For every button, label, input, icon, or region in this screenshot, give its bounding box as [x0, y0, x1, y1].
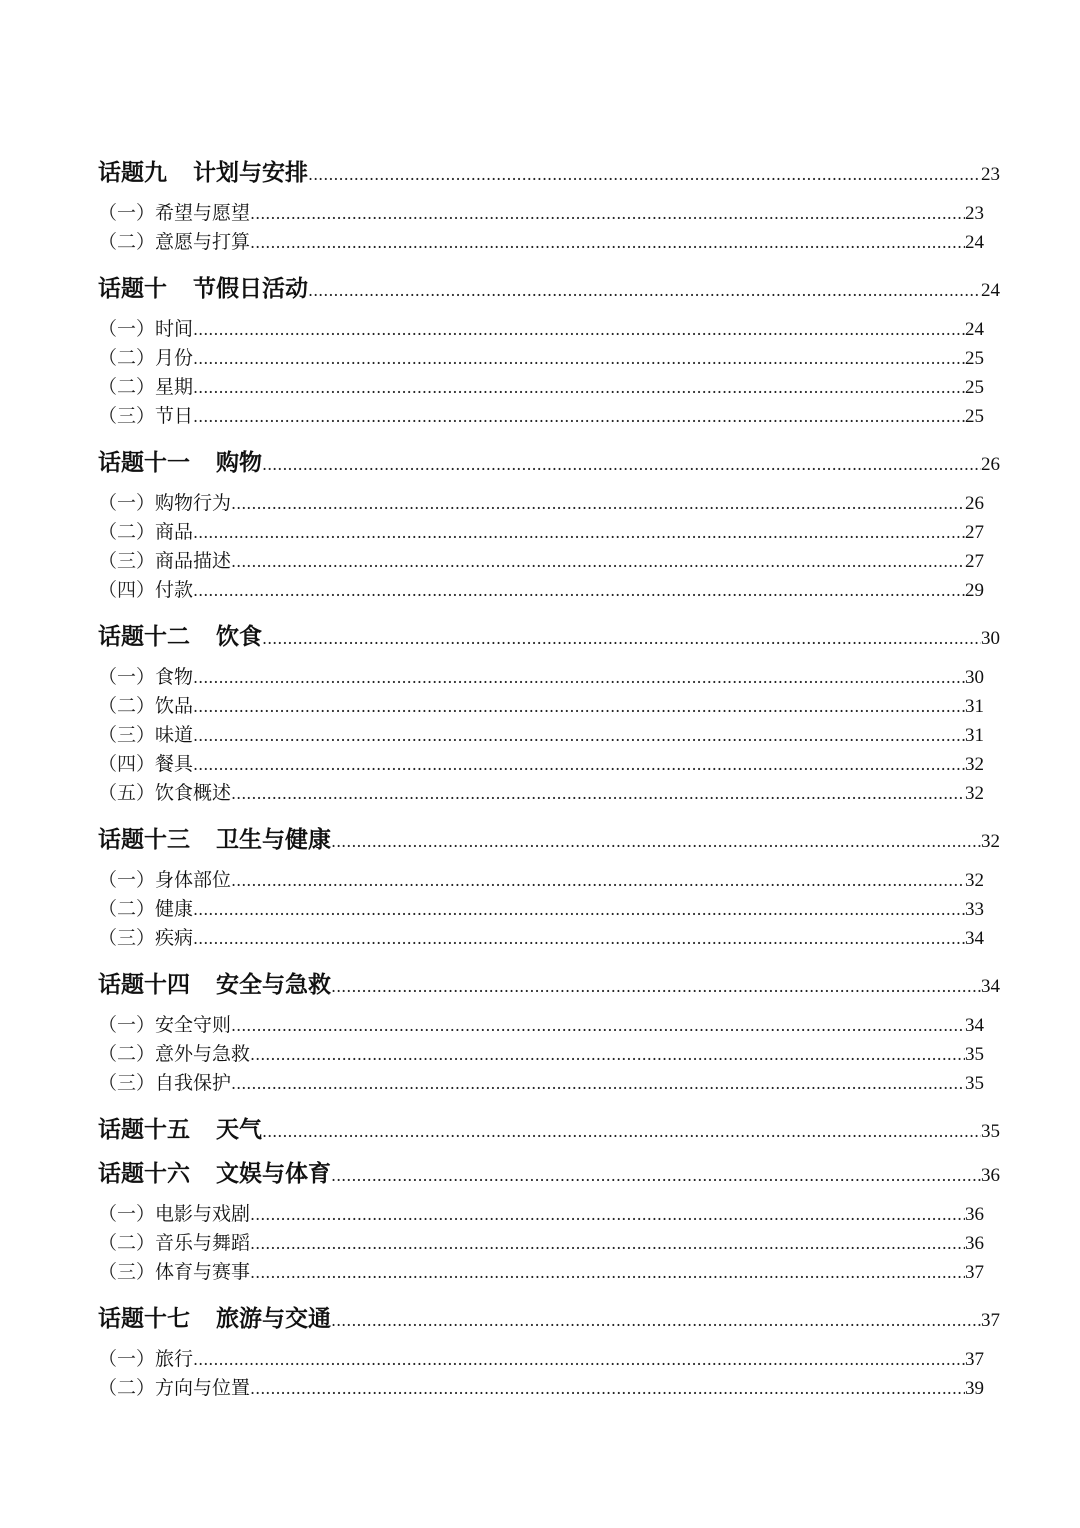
toc-topic-number: 话题十五 — [98, 1116, 190, 1143]
toc-subsection-entry[interactable] — [98, 923, 984, 952]
dot-leader — [250, 1263, 965, 1282]
toc-subsection-index: （一） — [98, 202, 156, 224]
toc-topic-title: 购物 — [216, 449, 262, 476]
toc-topic-entry[interactable] — [98, 821, 1000, 851]
toc-subsection-label — [98, 749, 193, 776]
toc-subsection-title: 意愿与打算 — [155, 231, 251, 253]
toc-subsection-entry[interactable] — [98, 401, 984, 430]
toc-subsection-entry[interactable] — [98, 1344, 984, 1373]
toc-subsection-index: （一） — [98, 318, 156, 340]
toc-subsection-title: 健康 — [155, 898, 194, 920]
dot-leader — [193, 900, 965, 919]
toc-subsection-entry[interactable] — [98, 227, 984, 256]
toc-subsection-entry[interactable] — [98, 1373, 984, 1402]
toc-subsection-index: （二） — [98, 1043, 156, 1065]
toc-subsection-title: 希望与愿望 — [155, 202, 251, 224]
toc-page-number: 34 — [981, 976, 1000, 997]
toc-topic-group — [98, 618, 1000, 807]
toc-topic-number: 话题十三 — [98, 826, 190, 853]
toc-page-number: 37 — [965, 1262, 984, 1283]
toc-subsection-entry[interactable] — [98, 1228, 984, 1257]
toc-page-number: 27 — [965, 551, 984, 572]
toc-subsection-label — [98, 923, 193, 950]
toc-subsection-title: 身体部位 — [155, 869, 232, 891]
toc-subsection-index: （一） — [98, 869, 156, 891]
dot-leader — [231, 552, 965, 571]
toc-topic-label — [98, 270, 308, 303]
toc-page-number: 35 — [965, 1044, 984, 1065]
dot-leader — [250, 1045, 965, 1064]
toc-subsection-entry[interactable] — [98, 865, 984, 894]
dot-leader — [193, 668, 965, 687]
toc-subsection-index: （二） — [98, 695, 156, 717]
toc-subsection-title: 自我保护 — [155, 1072, 232, 1094]
toc-subsection-title: 方向与位置 — [155, 1377, 251, 1399]
toc-page-number: 39 — [965, 1378, 984, 1399]
toc-subsection-label — [98, 1344, 193, 1371]
toc-subsection-index: （三） — [98, 724, 156, 746]
toc-page-number: 29 — [965, 580, 984, 601]
toc-subsection-entry[interactable] — [98, 1010, 984, 1039]
toc-topic-entry[interactable] — [98, 1111, 1000, 1141]
dot-leader — [193, 581, 965, 600]
toc-subsection-title: 电影与戏剧 — [155, 1203, 251, 1225]
dot-leader — [193, 726, 965, 745]
toc-subsection-title: 体育与赛事 — [155, 1261, 251, 1283]
toc-topic-entry[interactable] — [98, 618, 1000, 648]
dot-leader — [193, 378, 965, 397]
toc-page-number: 34 — [965, 1015, 984, 1036]
toc-topic-title: 安全与急救 — [216, 971, 331, 998]
toc-subsection-entry[interactable] — [98, 517, 984, 546]
toc-subsection-entry[interactable] — [98, 575, 984, 604]
dot-leader — [193, 523, 965, 542]
toc-page-number: 35 — [965, 1073, 984, 1094]
toc-page-number: 25 — [965, 377, 984, 398]
toc-subsection-label — [98, 778, 231, 805]
toc-topic-number: 话题十一 — [98, 449, 190, 476]
dot-leader — [193, 1350, 965, 1369]
toc-topic-entry[interactable] — [98, 1155, 1000, 1185]
toc-topic-group — [98, 1300, 1000, 1402]
toc-topic-label — [98, 1155, 331, 1188]
toc-topic-group — [98, 270, 1000, 430]
toc-subsection-label — [98, 372, 193, 399]
toc-subsection-label — [98, 1257, 250, 1284]
toc-subsection-title: 节日 — [155, 405, 194, 427]
toc-topic-title: 天气 — [216, 1116, 262, 1143]
toc-page-number: 25 — [965, 348, 984, 369]
dot-leader — [250, 204, 965, 223]
toc-page-number: 23 — [981, 164, 1000, 185]
toc-page-number: 36 — [965, 1204, 984, 1225]
toc-topic-title: 饮食 — [216, 623, 262, 650]
toc-subsection-index: （一） — [98, 1348, 156, 1370]
toc-topic-entry[interactable] — [98, 1300, 1000, 1330]
toc-subsection-label — [98, 546, 231, 573]
toc-subsection-index: （三） — [98, 1072, 156, 1094]
toc-topic-entry[interactable] — [98, 966, 1000, 996]
dot-leader — [193, 755, 965, 774]
toc-subsection-entry[interactable] — [98, 662, 984, 691]
toc-subsection-index: （二） — [98, 231, 156, 253]
toc-topic-group — [98, 966, 1000, 1097]
toc-subsection-label — [98, 865, 231, 892]
dot-leader — [193, 697, 965, 716]
toc-subsection-title: 饮食概述 — [155, 782, 232, 804]
toc-subsection-title: 饮品 — [155, 695, 194, 717]
toc-page-number: 37 — [965, 1349, 984, 1370]
toc-subsection-label — [98, 691, 193, 718]
toc-page-number: 32 — [981, 831, 1000, 852]
toc-subsection-label — [98, 198, 250, 225]
toc-subsection-index: （二） — [98, 376, 156, 398]
toc-subsection-title: 商品 — [155, 521, 194, 543]
toc-subsection-entry[interactable] — [98, 198, 984, 227]
toc-topic-label — [98, 821, 331, 854]
toc-page-number: 30 — [965, 667, 984, 688]
toc-subsection-title: 食物 — [155, 666, 194, 688]
toc-subsection-title: 月份 — [155, 347, 194, 369]
toc-page-number: 26 — [965, 493, 984, 514]
toc-page-number: 25 — [965, 406, 984, 427]
dot-leader — [250, 1205, 965, 1224]
toc-subsection-index: （二） — [98, 347, 156, 369]
dot-leader — [331, 977, 981, 996]
toc-subsection-index: （一） — [98, 1203, 156, 1225]
toc-subsection-index: （三） — [98, 405, 156, 427]
toc-topic-number: 话题十六 — [98, 1160, 190, 1187]
toc-topic-number: 话题十七 — [98, 1305, 190, 1332]
toc-subsection-entry[interactable] — [98, 1068, 984, 1097]
toc-page-number: 37 — [981, 1310, 1000, 1331]
toc-topic-entry[interactable] — [98, 154, 1000, 184]
toc-subsection-entry[interactable] — [98, 749, 984, 778]
toc-subsection-index: （一） — [98, 1014, 156, 1036]
toc-subsection-title: 音乐与舞蹈 — [155, 1232, 251, 1254]
toc-subsection-title: 意外与急救 — [155, 1043, 251, 1065]
toc-topic-group — [98, 444, 1000, 604]
dot-leader — [308, 165, 981, 184]
toc-subsection-index: （三） — [98, 1261, 156, 1283]
toc-subsection-title: 星期 — [155, 376, 194, 398]
toc-subsection-label — [98, 488, 231, 515]
toc-topic-title: 节假日活动 — [193, 275, 308, 302]
dot-leader — [231, 1074, 965, 1093]
toc-page-number: 35 — [981, 1121, 1000, 1142]
toc-page-number: 30 — [981, 628, 1000, 649]
toc-subsection-title: 商品描述 — [155, 550, 232, 572]
toc-subsection-index: （四） — [98, 753, 156, 775]
toc-subsection-entry[interactable] — [98, 343, 984, 372]
toc-topic-number: 话题十四 — [98, 971, 190, 998]
toc-subsection-title: 疾病 — [155, 927, 194, 949]
toc-topic-title: 旅游与交通 — [216, 1305, 331, 1332]
toc-subsection-entry[interactable] — [98, 778, 984, 807]
toc-topic-number: 话题十二 — [98, 623, 190, 650]
dot-leader — [231, 784, 965, 803]
toc-page-number: 26 — [981, 454, 1000, 475]
toc-topic-label — [98, 444, 262, 477]
toc-subsection-entry[interactable] — [98, 372, 984, 401]
toc-topic-title: 文娱与体育 — [216, 1160, 331, 1187]
toc-subsection-entry[interactable] — [98, 488, 984, 517]
dot-leader — [193, 349, 965, 368]
toc-topic-number: 话题九 — [98, 159, 167, 186]
toc-subsection-label — [98, 1039, 250, 1066]
toc-subsection-title: 时间 — [155, 318, 194, 340]
toc-subsection-entry[interactable] — [98, 1039, 984, 1068]
dot-leader — [331, 1311, 981, 1330]
toc-page-number: 32 — [965, 870, 984, 891]
toc-subsection-entry[interactable] — [98, 691, 984, 720]
toc-subsection-label — [98, 1068, 231, 1095]
toc-subsection-entry[interactable] — [98, 546, 984, 575]
toc-subsection-entry[interactable] — [98, 314, 984, 343]
toc-subsection-entry[interactable] — [98, 1257, 984, 1286]
toc-topic-entry[interactable] — [98, 444, 1000, 474]
toc-subsection-index: （三） — [98, 550, 156, 572]
dot-leader — [231, 494, 965, 513]
dot-leader — [331, 1166, 981, 1185]
dot-leader — [193, 407, 965, 426]
dot-leader — [262, 629, 981, 648]
dot-leader — [331, 832, 981, 851]
toc-page-number: 36 — [965, 1233, 984, 1254]
toc-page-number: 24 — [965, 232, 984, 253]
toc-topic-group — [98, 821, 1000, 952]
dot-leader — [193, 929, 965, 948]
toc-subsection-label — [98, 1199, 250, 1226]
toc-topic-title: 计划与安排 — [193, 159, 308, 186]
toc-topic-group — [98, 1155, 1000, 1286]
toc-subsection-title: 付款 — [155, 579, 194, 601]
toc-subsection-title: 购物行为 — [155, 492, 232, 514]
toc-subsection-label — [98, 1228, 250, 1255]
toc-topic-label — [98, 1111, 262, 1144]
dot-leader — [262, 455, 981, 474]
toc-subsection-label — [98, 894, 193, 921]
toc-page-number: 31 — [965, 725, 984, 746]
toc-subsection-index: （二） — [98, 521, 156, 543]
dot-leader — [231, 1016, 965, 1035]
toc-topic-number: 话题十 — [98, 275, 167, 302]
toc-subsection-label — [98, 575, 193, 602]
toc-subsection-title: 旅行 — [155, 1348, 194, 1370]
toc-subsection-label — [98, 720, 193, 747]
toc-subsection-index: （二） — [98, 1377, 156, 1399]
toc-topic-group — [98, 154, 1000, 256]
toc-subsection-label — [98, 1373, 250, 1400]
toc-page-number: 27 — [965, 522, 984, 543]
toc-subsection-label — [98, 662, 193, 689]
toc-subsection-entry[interactable] — [98, 894, 984, 923]
toc-subsection-label — [98, 227, 250, 254]
toc-subsection-index: （二） — [98, 1232, 156, 1254]
toc-subsection-label — [98, 1010, 231, 1037]
toc-topic-label — [98, 966, 331, 999]
toc-page-number: 32 — [965, 783, 984, 804]
toc-page-number: 36 — [981, 1165, 1000, 1186]
toc-subsection-entry[interactable] — [98, 720, 984, 749]
dot-leader — [262, 1122, 981, 1141]
toc-subsection-label — [98, 343, 193, 370]
dot-leader — [250, 1234, 965, 1253]
toc-topic-title: 卫生与健康 — [216, 826, 331, 853]
toc-page-number: 32 — [965, 754, 984, 775]
toc-subsection-label — [98, 401, 193, 428]
toc-page-number: 24 — [965, 319, 984, 340]
toc-subsection-index: （一） — [98, 666, 156, 688]
toc-subsection-index: （四） — [98, 579, 156, 601]
toc-subsection-label — [98, 314, 193, 341]
toc-subsection-index: （一） — [98, 492, 156, 514]
toc-subsection-label — [98, 517, 193, 544]
toc-subsection-index: （五） — [98, 782, 156, 804]
toc-topic-entry[interactable] — [98, 270, 1000, 300]
toc-subsection-entry[interactable] — [98, 1199, 984, 1228]
toc-subsection-title: 味道 — [155, 724, 194, 746]
toc-page-number: 23 — [965, 203, 984, 224]
toc-topic-label — [98, 154, 308, 187]
toc-topic-label — [98, 1300, 331, 1333]
toc-subsection-title: 餐具 — [155, 753, 194, 775]
toc-page-number: 34 — [965, 928, 984, 949]
toc-page-number: 31 — [965, 696, 984, 717]
dot-leader — [308, 281, 981, 300]
toc-page-number: 24 — [981, 280, 1000, 301]
toc-page-number: 33 — [965, 899, 984, 920]
table-of-contents — [98, 140, 1000, 1402]
dot-leader — [250, 233, 965, 252]
dot-leader — [193, 320, 965, 339]
dot-leader — [250, 1379, 965, 1398]
toc-topic-group — [98, 1111, 1000, 1141]
toc-topic-label — [98, 618, 262, 651]
toc-subsection-index: （三） — [98, 927, 156, 949]
toc-subsection-index: （二） — [98, 898, 156, 920]
dot-leader — [231, 871, 965, 890]
toc-subsection-title: 安全守则 — [155, 1014, 232, 1036]
